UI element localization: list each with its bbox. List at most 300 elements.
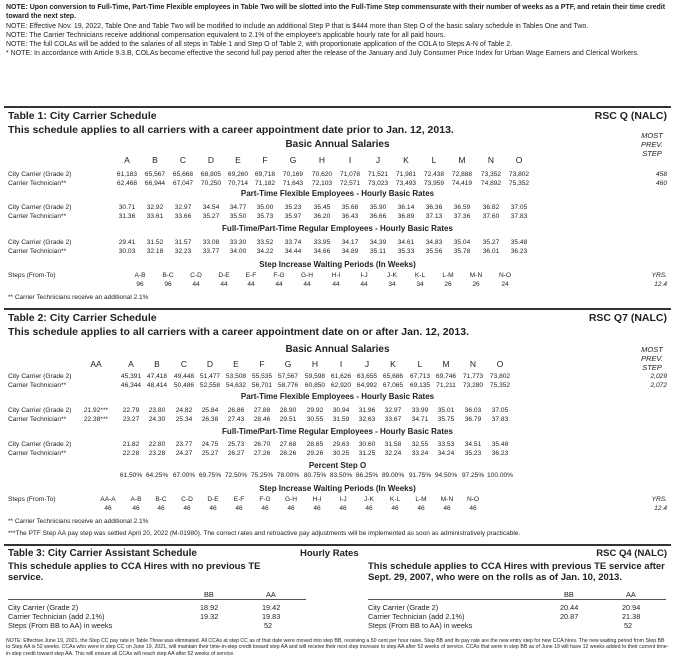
rate-aa: 20.94 <box>622 603 641 612</box>
table3-left-description: This schedule applies to CCA Hires with no previous TE service. <box>8 561 261 583</box>
note-step-p: NOTE: Effective Nov. 19, 2022, Table One and Table Two will be modified to include an additional Step P that is $444 more than Step O of the basic salary schedule in Tables One and Two. <box>6 22 589 30</box>
wait-step-range: D-E <box>207 496 219 503</box>
percent-cell: 72.50% <box>224 472 248 479</box>
rate-cell: 54,632 <box>225 382 247 389</box>
rate-cell: 61,626 <box>330 373 352 380</box>
rate-bb: 19.32 <box>200 612 219 621</box>
rate-cell: 31.58 <box>384 441 402 448</box>
step-label-e: E <box>233 359 239 369</box>
row-label: City Carrier (Grade 2) <box>368 603 439 612</box>
rate-cell: 36.23 <box>491 450 509 457</box>
rate-cell: 34.17 <box>341 239 359 246</box>
table3-title: Table 3: City Carrier Assistant Schedule <box>8 548 197 559</box>
table-row <box>0 441 675 450</box>
rate-cell: 27.88 <box>253 407 271 414</box>
wait-step-range: C-D <box>181 496 193 503</box>
step-label-f: F <box>262 155 268 165</box>
wait-weeks-value: 46 <box>261 505 269 512</box>
rate-cell: 72,571 <box>339 180 361 187</box>
rate-cell: 35.33 <box>397 248 415 255</box>
rate-cell: 33.99 <box>411 407 429 414</box>
row-label: Steps (From BB to AA) in weeks <box>368 621 473 630</box>
rate-cell: 69,746 <box>435 373 457 380</box>
step-label-h: H <box>311 359 319 369</box>
table1-rule <box>4 106 671 108</box>
rate-cell: 73,023 <box>367 180 389 187</box>
rate-cell: 72,438 <box>423 171 445 178</box>
table-row <box>0 171 675 180</box>
percent-cell: 75.25% <box>250 472 274 479</box>
years-value: 12.4 <box>654 505 667 512</box>
rate-cell: 34.71 <box>411 416 429 423</box>
table1-ptf-heading: Part-Time Flexible Employees - Hourly Basic Rates <box>240 189 435 198</box>
rate-cell: 69,260 <box>227 171 249 178</box>
rate-cell: 36.43 <box>341 213 359 220</box>
rate-cell: 29.92 <box>306 407 324 414</box>
rate-cell: 35.78 <box>453 248 471 255</box>
table-row <box>0 180 675 189</box>
step-label-j: J <box>375 155 381 165</box>
rate-cell: 37.13 <box>425 213 443 220</box>
rate-cell: 69,135 <box>409 382 431 389</box>
row-label: Carrier Technician (add 2.1%) <box>8 612 105 621</box>
table2-ptf-heading: Part-Time Flexible Employees - Hourly Basic Rates <box>240 392 435 401</box>
rate-cell: 27.68 <box>279 441 297 448</box>
rate-cell: 36.01 <box>482 248 500 255</box>
rate-cell: 36.36 <box>425 204 443 211</box>
cca-step-bb: BB <box>564 590 574 599</box>
rate-cell: 65,686 <box>382 373 404 380</box>
rate-cell: 34.22 <box>256 248 274 255</box>
table2-footnote1: ** Carrier Technicians receive an additional 2.1% <box>8 518 149 525</box>
wait-weeks-value: 44 <box>220 281 228 288</box>
rate-cell: 36.20 <box>313 213 331 220</box>
rate-cell: 35.23 <box>284 204 302 211</box>
rate-aa: 19.42 <box>262 603 281 612</box>
row-label: City Carrier (Grade 2) <box>8 603 79 612</box>
step-label-b: B <box>154 359 160 369</box>
rate-cell: 75,352 <box>508 180 530 187</box>
rate-cell: 26.70 <box>253 441 271 448</box>
rate-cell: 57,567 <box>277 373 299 380</box>
table2-wait-heading: Step Increase Waiting Periods (In Weeks) <box>259 484 416 493</box>
rate-cell: 71,078 <box>339 171 361 178</box>
table2-wait-steps <box>0 496 675 505</box>
rate-cell: 31.25 <box>358 450 376 457</box>
wait-step-range: F-G <box>273 272 285 279</box>
percent-cell: 89.00% <box>381 472 405 479</box>
wait-step-range: B-C <box>155 496 167 503</box>
rate-cell: 30.55 <box>306 416 324 423</box>
rate-cell: 32.55 <box>411 441 429 448</box>
step-label-a: A <box>128 359 134 369</box>
rate-cell: 67,047 <box>172 180 194 187</box>
rate-cell: 60,850 <box>304 382 326 389</box>
rate-cell: 35.11 <box>369 248 386 255</box>
rate-cell: 32.92 <box>146 204 164 211</box>
rate-cell: 71,643 <box>282 180 304 187</box>
rate-cell: 50,486 <box>173 382 195 389</box>
rate-cell: 34.89 <box>341 248 359 255</box>
step-label-f: F <box>259 359 265 369</box>
rate-cell: 25.73 <box>227 441 245 448</box>
row-label: Carrier Technician** <box>8 248 67 255</box>
rate-cell: 36.79 <box>464 416 482 423</box>
step-label-m: M <box>458 155 466 165</box>
row-label: Carrier Technician** <box>8 450 67 457</box>
cca-column-header <box>8 590 298 599</box>
step-label-k: K <box>403 155 409 165</box>
rate-cell: 31.96 <box>358 407 376 414</box>
rate-cell: 35.75 <box>437 416 455 423</box>
wait-weeks-value: 24 <box>501 281 509 288</box>
rate-cell: 24.82 <box>175 407 193 414</box>
wait-step-range: N-O <box>498 272 512 279</box>
rate-cell: 34.51 <box>464 441 482 448</box>
step-label-k: K <box>390 359 396 369</box>
table3-rsc: RSC Q4 (NALC) <box>596 548 667 559</box>
rate-aa: 52 <box>264 621 273 630</box>
cca-step-aa: AA <box>626 590 636 599</box>
table-row <box>0 239 675 248</box>
wait-weeks-value: 96 <box>164 281 172 288</box>
rate-cell: 36.23 <box>510 248 528 255</box>
rate-cell: 30.94 <box>332 407 350 414</box>
table3-hourly-heading: Hourly Rates <box>300 548 359 559</box>
table-row <box>8 612 298 621</box>
rate-cell: 70,169 <box>282 171 304 178</box>
rate-cell: 22.80 <box>148 441 166 448</box>
rate-cell: 33.61 <box>146 213 164 220</box>
wait-weeks-value: 46 <box>469 505 477 512</box>
rate-cell: 73,959 <box>423 180 445 187</box>
rate-cell: 32.24 <box>384 450 402 457</box>
wait-weeks-value: 46 <box>132 505 140 512</box>
wait-steps-label: Steps (From-To) <box>8 272 56 279</box>
rate-cell: 51,477 <box>199 373 221 380</box>
years-label: YRS. <box>651 272 667 279</box>
rate-cell: 59,598 <box>304 373 326 380</box>
rate-cell: 22.79 <box>122 407 140 414</box>
table-row <box>8 603 298 612</box>
rate-cell: 71,773 <box>462 373 484 380</box>
rate-cell: 55,535 <box>251 373 273 380</box>
rate-cell: 32.18 <box>146 248 164 255</box>
row-label: Carrier Technician (add 2.1%) <box>368 612 465 621</box>
rate-cell: 34.24 <box>437 450 455 457</box>
rate-cell: 33.74 <box>284 239 302 246</box>
rate-cell: 33.95 <box>313 239 331 246</box>
rate-cell: 32.97 <box>174 204 192 211</box>
step-label-g: G <box>289 155 297 165</box>
cca-step-bb: BB <box>204 590 214 599</box>
rate-cell: 33.08 <box>202 239 220 246</box>
rate-cell: 71,981 <box>395 171 417 178</box>
rate-cell: 35.01 <box>437 407 455 414</box>
step-label-g: G <box>284 359 292 369</box>
rate-cell: 36.82 <box>482 204 500 211</box>
rate-cell: 62,468 <box>116 180 138 187</box>
rate-cell: 35.97 <box>284 213 302 220</box>
rate-cell: 28.46 <box>253 416 271 423</box>
wait-weeks-value: 46 <box>313 505 321 512</box>
note-cola: NOTE: The full COLAs will be added to the salaries of all steps in Table 1 and Step O of Table 2, with proportionate application of the COLA to Steps A-N of Table 2. <box>6 41 513 49</box>
rate-cell: 34.54 <box>202 204 220 211</box>
step-label-i: I <box>348 155 352 165</box>
rate-cell: 72,103 <box>311 180 333 187</box>
step-label-m: M <box>442 359 450 369</box>
rate-cell: 66,944 <box>144 180 166 187</box>
rate-cell: 31.59 <box>332 416 350 423</box>
rate-cell: 35.00 <box>256 204 274 211</box>
wait-step-range: H-I <box>331 272 341 279</box>
rate-cell: 37.05 <box>491 407 509 414</box>
step-label-a: A <box>124 155 130 165</box>
rate-cell: 63,655 <box>356 373 378 380</box>
rate-cell: 47,418 <box>146 373 168 380</box>
rate-cell: 48,414 <box>146 382 168 389</box>
percent-cell: 94.50% <box>434 472 458 479</box>
rate-cell: 34.00 <box>229 248 247 255</box>
rate-cell: 32.97 <box>384 407 402 414</box>
rate-cell: 70,620 <box>311 171 333 178</box>
rate-cell: 33.66 <box>174 213 192 220</box>
rate-cell: 29.63 <box>332 441 350 448</box>
step-label-b: B <box>152 155 158 165</box>
rate-cell: 35.90 <box>369 204 387 211</box>
rate-cell: 71,521 <box>367 171 389 178</box>
rate-cell: 36.89 <box>397 213 415 220</box>
wait-weeks-value: 46 <box>183 505 191 512</box>
rate-cell: 58,776 <box>277 382 299 389</box>
wait-weeks-value: 44 <box>332 281 340 288</box>
table2-ftr-heading: Full-Time/Part-Time Regular Employees - Hourly Basic Rates <box>222 427 453 436</box>
row-label: Carrier Technician** <box>8 213 67 220</box>
rate-cell: 34.83 <box>425 239 443 246</box>
rate-cell: 31.57 <box>174 239 192 246</box>
rate-cell: 37.83 <box>491 416 509 423</box>
rate-cell: 34.44 <box>284 248 302 255</box>
wait-weeks-value: 46 <box>287 505 295 512</box>
wait-step-range: J-K <box>387 272 397 279</box>
rate-cell: 45,391 <box>120 373 142 380</box>
percent-cell: 69.75% <box>198 472 222 479</box>
wait-step-range: AA-A <box>100 496 116 503</box>
rate-cell: 28.26 <box>279 450 297 457</box>
row-label: City Carrier (Grade 2) <box>8 239 72 246</box>
wait-weeks-value: 34 <box>416 281 424 288</box>
rate-cell: 33.77 <box>202 248 220 255</box>
table1-wait-heading: Step Increase Waiting Periods (In Weeks) <box>259 260 416 269</box>
years-label: YRS. <box>651 496 667 503</box>
table2-most-prev-step: MOST PREV. STEP <box>641 345 663 372</box>
rate-cell: 65,567 <box>144 171 166 178</box>
table2-rule <box>4 308 671 310</box>
table1-wait-steps <box>0 272 675 281</box>
table2-subtitle: This schedule applies to all carriers with a career appointment date on or after Jan. 12, 2013. <box>8 326 469 338</box>
rate-cell: 26.86 <box>227 407 245 414</box>
wait-weeks-value: 44 <box>360 281 368 288</box>
row-label: City Carrier (Grade 2) <box>8 204 72 211</box>
rate-cell: 37.36 <box>453 213 471 220</box>
rate-cell: 34.61 <box>397 239 415 246</box>
rate-cell: 35.56 <box>425 248 443 255</box>
cca-header-rule <box>368 599 666 600</box>
rate-cell: 33.67 <box>384 416 402 423</box>
rate-cell: 73,802 <box>489 373 511 380</box>
rate-cell: 24.75 <box>201 441 219 448</box>
rate-cell: 23.77 <box>175 441 193 448</box>
table2-footnote2: ***The PTF Step AA pay step was settled April 20, 2022 (M-01980). The correct rates and retroactive pay adjustments will be implemented as soon as administratively practicable. <box>8 530 521 537</box>
wait-weeks-value: 44 <box>247 281 255 288</box>
rate-cell: 73,802 <box>508 171 530 178</box>
rate-cell: 35.27 <box>482 239 500 246</box>
rate-cell: 27.43 <box>227 416 245 423</box>
wait-weeks-value: 96 <box>136 281 144 288</box>
wait-weeks-value: 46 <box>365 505 373 512</box>
rate-cell: 33.53 <box>437 441 455 448</box>
rate-cell: 34.39 <box>369 239 387 246</box>
rate-cell: 73,280 <box>462 382 484 389</box>
most-prev-step-value: 2,072 <box>650 382 667 389</box>
table-row <box>8 621 298 630</box>
wait-weeks-value: 46 <box>417 505 425 512</box>
wait-step-range: G-H <box>284 496 298 503</box>
step-label-l: L <box>431 155 437 165</box>
rate-cell: 30.25 <box>332 450 350 457</box>
row-label: City Carrier (Grade 2) <box>8 373 72 380</box>
step-label-o: O <box>515 155 523 165</box>
wait-step-range: B-C <box>162 272 174 279</box>
rate-cell: 62,920 <box>330 382 352 389</box>
rate-cell: 70,714 <box>227 180 249 187</box>
wait-step-range: L-M <box>415 496 427 503</box>
wait-step-range: H-I <box>312 496 322 503</box>
table1-basic-heading: Basic Annual Salaries <box>285 139 390 150</box>
table2-percent-row <box>0 472 675 481</box>
wait-steps-label: Steps (From-To) <box>8 496 56 503</box>
table3-right-description: This schedule applies to CCA Hires with previous TE service after Sept. 29, 2007, who were on the rolls as of Jan. 10, 2013. <box>368 561 665 583</box>
rate-bb: 20.44 <box>560 603 579 612</box>
rate-cell: 72,888 <box>451 171 473 178</box>
rate-cell: 36.66 <box>369 213 387 220</box>
wait-weeks-value: 26 <box>444 281 452 288</box>
table1-rsc: RSC Q (NALC) <box>594 110 667 122</box>
table3-rule <box>4 544 671 546</box>
rate-cell: 73,493 <box>395 180 417 187</box>
rate-cell: 21.82 <box>122 441 140 448</box>
step-label-n: N <box>487 155 495 165</box>
table1-title: Table 1: City Carrier Schedule <box>8 110 157 122</box>
rate-cell: 52,558 <box>199 382 221 389</box>
percent-cell: 78.00% <box>276 472 300 479</box>
rate-cell: 64,992 <box>356 382 378 389</box>
wait-step-range: A-B <box>134 272 146 279</box>
rate-cell: 35.48 <box>510 239 528 246</box>
rate-bb: 20.87 <box>560 612 579 621</box>
table-row <box>368 612 658 621</box>
row-label: Carrier Technician** <box>8 180 67 187</box>
rate-cell: 26.38 <box>201 416 219 423</box>
rate-cell: 35.73 <box>256 213 274 220</box>
rate-cell: 37.60 <box>482 213 500 220</box>
table1-footnote: ** Carrier Technicians receive an additional 2.1% <box>8 294 149 301</box>
rate-cell: 46,344 <box>120 382 142 389</box>
rate-cell: 31.36 <box>118 213 136 220</box>
step-label-j: J <box>364 359 370 369</box>
rate-cell: 36.59 <box>453 204 471 211</box>
step-label-c: C <box>180 359 188 369</box>
rate-aa: 52 <box>624 621 633 630</box>
wait-weeks-value: 44 <box>275 281 283 288</box>
row-label: Carrier Technician** <box>8 382 67 389</box>
rate-cell: 61,183 <box>116 171 138 178</box>
wait-weeks-value: 44 <box>303 281 311 288</box>
rate-cell: 35.27 <box>202 213 220 220</box>
rate-cell: 67,713 <box>409 373 431 380</box>
table-row <box>0 373 675 382</box>
most-prev-step-value: 460 <box>655 180 667 187</box>
rate-cell: 21.92*** <box>83 407 109 414</box>
rate-cell: 71,182 <box>254 180 276 187</box>
table-row <box>0 407 675 416</box>
rate-cell: 56,701 <box>251 382 273 389</box>
table-row <box>368 621 658 630</box>
percent-cell: 67.00% <box>172 472 196 479</box>
row-label: Steps (From BB to AA) in weeks <box>8 621 113 630</box>
rate-cell: 34.66 <box>313 248 331 255</box>
wait-step-range: N-O <box>466 496 480 503</box>
rate-cell: 36.03 <box>464 407 482 414</box>
table-row <box>0 416 675 425</box>
rate-cell: 37.05 <box>510 204 528 211</box>
note-conversion: NOTE: Upon conversion to Full-Time, Part-Time Flexible employees in Table Two will be slotted into the Full-Time Step commensurate with their number of weeks as a PTF, and retain their time credit toward the next step. <box>6 4 666 21</box>
step-label-e: E <box>235 155 241 165</box>
notes-block <box>6 3 670 59</box>
cca-header-rule <box>8 599 306 600</box>
wait-step-range: F-G <box>259 496 271 503</box>
wait-step-range: E-F <box>245 272 257 279</box>
table-row <box>0 204 675 213</box>
wait-step-range: E-F <box>233 496 245 503</box>
rate-cell: 33.52 <box>256 239 274 246</box>
row-label: Carrier Technician** <box>8 416 67 423</box>
most-prev-step-value: 2,029 <box>650 373 667 380</box>
wait-step-range: M-N <box>440 496 454 503</box>
rate-cell: 24.27 <box>175 450 193 457</box>
rate-cell: 70,250 <box>200 180 222 187</box>
rate-cell: 35.68 <box>341 204 359 211</box>
note-article: * NOTE: In accordance with Article 9.3.B, COLAs become effective the second full pay period after the release of the January and July Consumer Price Index for Urban Wage Earners and Clerical Workers. <box>6 50 639 58</box>
rate-cell: 35.04 <box>453 239 471 246</box>
step-label-c: C <box>179 155 187 165</box>
wait-weeks-value: 46 <box>391 505 399 512</box>
rate-cell: 53,508 <box>225 373 247 380</box>
wait-step-range: K-L <box>389 496 401 503</box>
rate-cell: 25.84 <box>201 407 219 414</box>
cca-step-aa: AA <box>266 590 276 599</box>
rate-cell: 30.60 <box>358 441 376 448</box>
table-row <box>0 248 675 257</box>
cca-column-header <box>368 590 658 599</box>
rate-cell: 30.03 <box>118 248 136 255</box>
wait-step-range: J-K <box>364 496 374 503</box>
rate-cell: 35.23 <box>464 450 482 457</box>
rate-cell: 73,352 <box>480 171 502 178</box>
rate-cell: 25.27 <box>201 450 219 457</box>
percent-cell: 91.75% <box>408 472 432 479</box>
table3-final-note: NOTE: Effective June 19, 2021, the Step CC pay rate in Table Three was eliminated. All CCAs at step CC as of that date were moved into step BB, receiving a 50 cent per hour raise. Step BB and its pay rate are the new entry step for new CCA hires. The new waiting period from Step BB to Step AA is 52 weeks. CCAs who were in step CC on June 19, 2021, will maintain their time-in-step credit toward step AA and will receive their next step increase to step AA after 52 weeks of service. CCAs that were in step BB as of June 19 will have 12 weeks added to their current time-in-step credit toward step AA. This will ensure all CCAs will reach step AA after 52 weeks of service. <box>6 638 669 657</box>
